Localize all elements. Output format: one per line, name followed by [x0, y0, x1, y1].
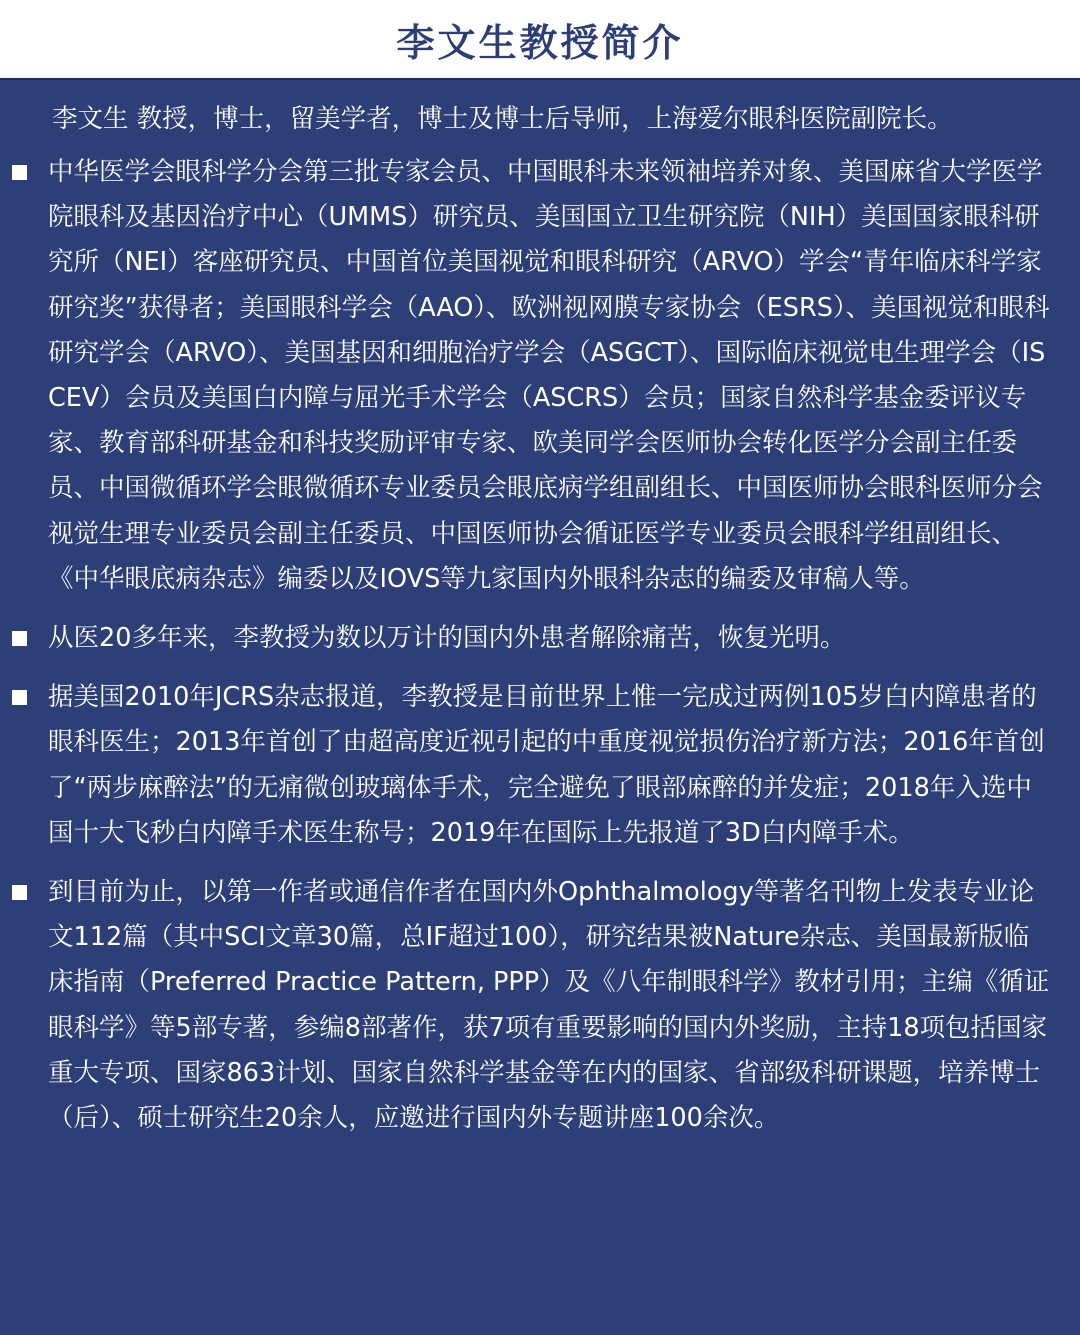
list-item-publications: [12, 870, 1050, 1141]
list-item-memberships: [12, 150, 1050, 602]
square-bullet-icon: [12, 631, 27, 646]
list-item-text: 据美国2010年JCRS杂志报道，李教授是目前世界上惟一完成过两例105岁白内障患者的眼科医生；2013年首创了由超高度近视引起的中重度视觉损伤治疗新方法；2016年首创了“两步麻醉法”的无痛微创玻璃体手术，完全避免了眼部麻醉的并发症；2018年入选中国十大飞秒白内障手术医生称号；2019年在国际上先报道了3D白内障手术。: [48, 682, 1045, 848]
square-bullet-icon: [12, 690, 27, 705]
list-item-text: 中华医学会眼科学分会第三批专家会员、中国眼科未来领袖培养对象、美国麻省大学医学院眼科及基因治疗中心（UMMS）研究员、美国国立卫生研究院（NIH）美国国家眼科研究所（NEI）客座研究员、中国首位美国视觉和眼科研究（ARVO）学会“青年临床科学家研究奖”获得者；美国眼科学会（AAO）、欧洲视网膜专家协会（ESRS）、美国视觉和眼科研究学会（ARVO）、美国基因和细胞治疗学会（ASGCT）、国际临床视觉电生理学会（ISCEV）会员及美国白内障与屈光手术学会（ASCRS）会员；国家自然科学基金委评议专家、教育部科研基金和科技奖励评审专家、欧美同学会医师协会转化医学分会副主任委员、中国微循环学会眼微循环专业委员会眼底病学组副组长、中国医师协会眼科医师分会视觉生理专业委员会副主任委员、中国医师协会循证医学专业委员会眼科学组副组长、《中华眼底病杂志》编委以及IOVS等九家国内外眼科杂志的编委及审稿人等。: [48, 157, 1050, 594]
list-item-achievements: [12, 675, 1050, 856]
list-item-text: 到目前为止，以第一作者或通信作者在国内外Ophthalmology等著名刊物上发表专业论文112篇（其中SCI文章30篇，总IF超过100），研究结果被Nature杂志、美国最新版临床指南（Preferred Practice Pattern, PPP）及《八年制眼科学》教材引用；主编《循证眼科学》等5部专著，参编8部著作，获7项有重要影响的国内外奖励，主持18项包括国家重大专项、国家863计划、国家自然科学基金等在内的国家、省部级科研课题，培养博士（后）、硕士研究生20余人，应邀进行国内外专题讲座100余次。: [48, 877, 1050, 1134]
list-item-experience: [12, 616, 1050, 661]
header: [0, 0, 1080, 78]
intro-text: 李文生 教授，博士，留美学者，博士及博士后导师，上海爱尔眼科医院副院长。: [52, 104, 953, 134]
list-item-text: 从医20多年来，李教授为数以万计的国内外患者解除痛苦，恢复光明。: [48, 623, 846, 654]
profile-list: [12, 150, 1050, 1141]
square-bullet-icon: [12, 165, 27, 180]
page-title: 李文生教授简介: [396, 20, 684, 65]
square-bullet-icon: [12, 885, 27, 900]
profile-panel: [0, 78, 1080, 1335]
